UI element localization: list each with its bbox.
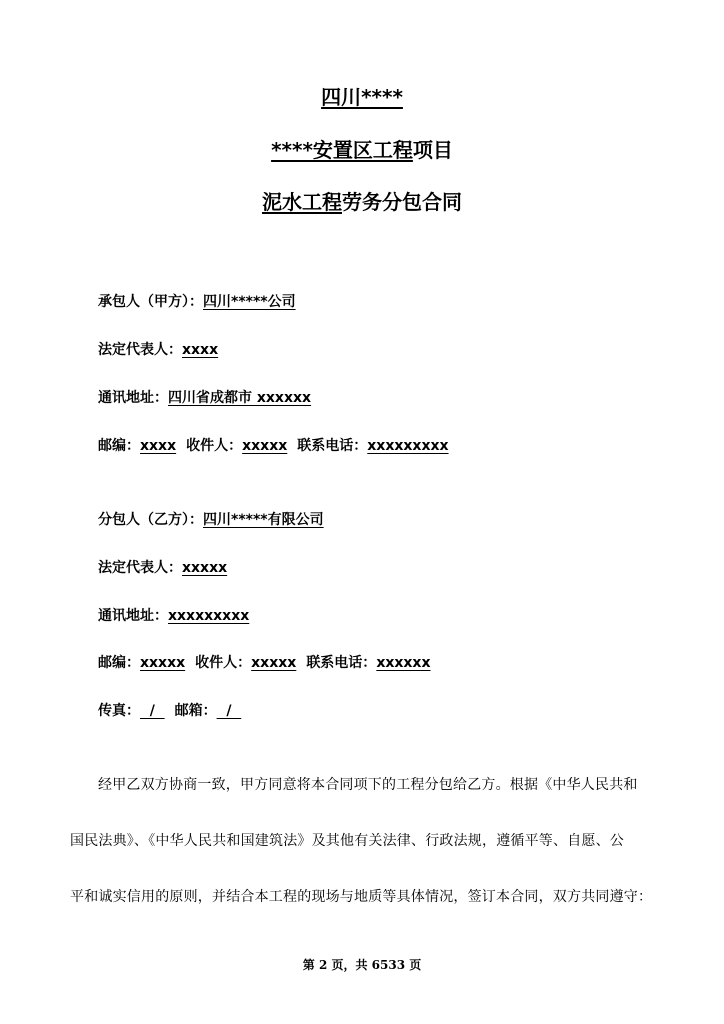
contract-title-prefix: 泥水工程 (262, 190, 342, 214)
party-b-phone-value: xxxxxx (376, 655, 431, 671)
party-a-recipient-value: xxxxx (242, 438, 288, 454)
body-paragraph-line-1: 经甲乙双方协商一致，甲方同意将本合同项下的工程分包给乙方。根据《中华人民共和 (98, 777, 638, 793)
party-a-phone-value: xxxxxxxxx (367, 438, 449, 454)
project-title-prefix: ****安置区工程 (271, 138, 413, 162)
party-b-fax-email-row (98, 701, 241, 721)
party-b-fax-value: / (140, 703, 165, 719)
party-b-address-row (98, 606, 249, 626)
party-a-name-row (98, 292, 296, 312)
party-b-email-label: 邮箱： (174, 703, 217, 719)
party-b-recipient-value: xxxxx (251, 655, 297, 671)
party-a-rep-row (98, 340, 218, 360)
party-a-name-label: 承包人（甲方）： (98, 294, 203, 310)
party-a-name-value: 四川*****公司 (203, 294, 296, 310)
contract-title-suffix: 劳务分包合同 (342, 190, 462, 214)
party-b-rep-value: xxxxx (182, 560, 228, 576)
company-title: 四川**** (321, 85, 403, 109)
body-paragraph-line-3: 平和诚实信用的原则，并结合本工程的现场与地质等具体情况，签订本合同，双方共同遵守： (70, 889, 653, 905)
party-b-rep-label: 法定代表人： (98, 560, 182, 576)
party-b-phone-label: 联系电话： (306, 655, 377, 671)
party-a-zip-label: 邮编： (98, 438, 140, 454)
party-a-address-label: 通讯地址： (98, 390, 168, 406)
body-paragraph-line-2: 国民法典》、《中华人民共和国建筑法》及其他有关法律、行政法规，遵循平等、自愿、公 (70, 833, 624, 849)
project-title-suffix: 项目 (412, 138, 453, 162)
party-a-rep-value: xxxx (182, 342, 219, 358)
party-a-contact-row (98, 436, 449, 456)
party-b-name-row (98, 510, 324, 530)
party-a-zip-value: xxxx (140, 438, 177, 454)
party-b-name-label: 分包人（乙方）： (98, 512, 203, 528)
page-number-footer: 第 2 页，共 6533 页 (302, 958, 422, 972)
party-b-name-value: 四川*****有限公司 (203, 512, 324, 528)
party-a-address-value: 四川省成都市 xxxxxx (168, 390, 312, 406)
title-line-3 (0, 189, 724, 215)
party-b-address-value: xxxxxxxxx (168, 608, 250, 624)
party-a-address-row (98, 388, 311, 408)
party-b-fax-label: 传真： (98, 703, 140, 719)
party-b-recipient-label: 收件人： (195, 655, 252, 671)
party-b-address-label: 通讯地址： (98, 608, 168, 624)
title-line-2 (0, 137, 724, 163)
party-a-rep-label: 法定代表人： (98, 342, 182, 358)
title-line-1 (0, 84, 724, 110)
party-b-email-value: / (216, 703, 242, 719)
party-a-recipient-label: 收件人： (186, 438, 243, 454)
party-b-zip-value: xxxxx (140, 655, 186, 671)
party-b-zip-label: 邮编： (98, 655, 140, 671)
party-a-phone-label: 联系电话： (297, 438, 368, 454)
party-b-rep-row (98, 558, 227, 578)
party-b-contact-row (98, 653, 431, 673)
